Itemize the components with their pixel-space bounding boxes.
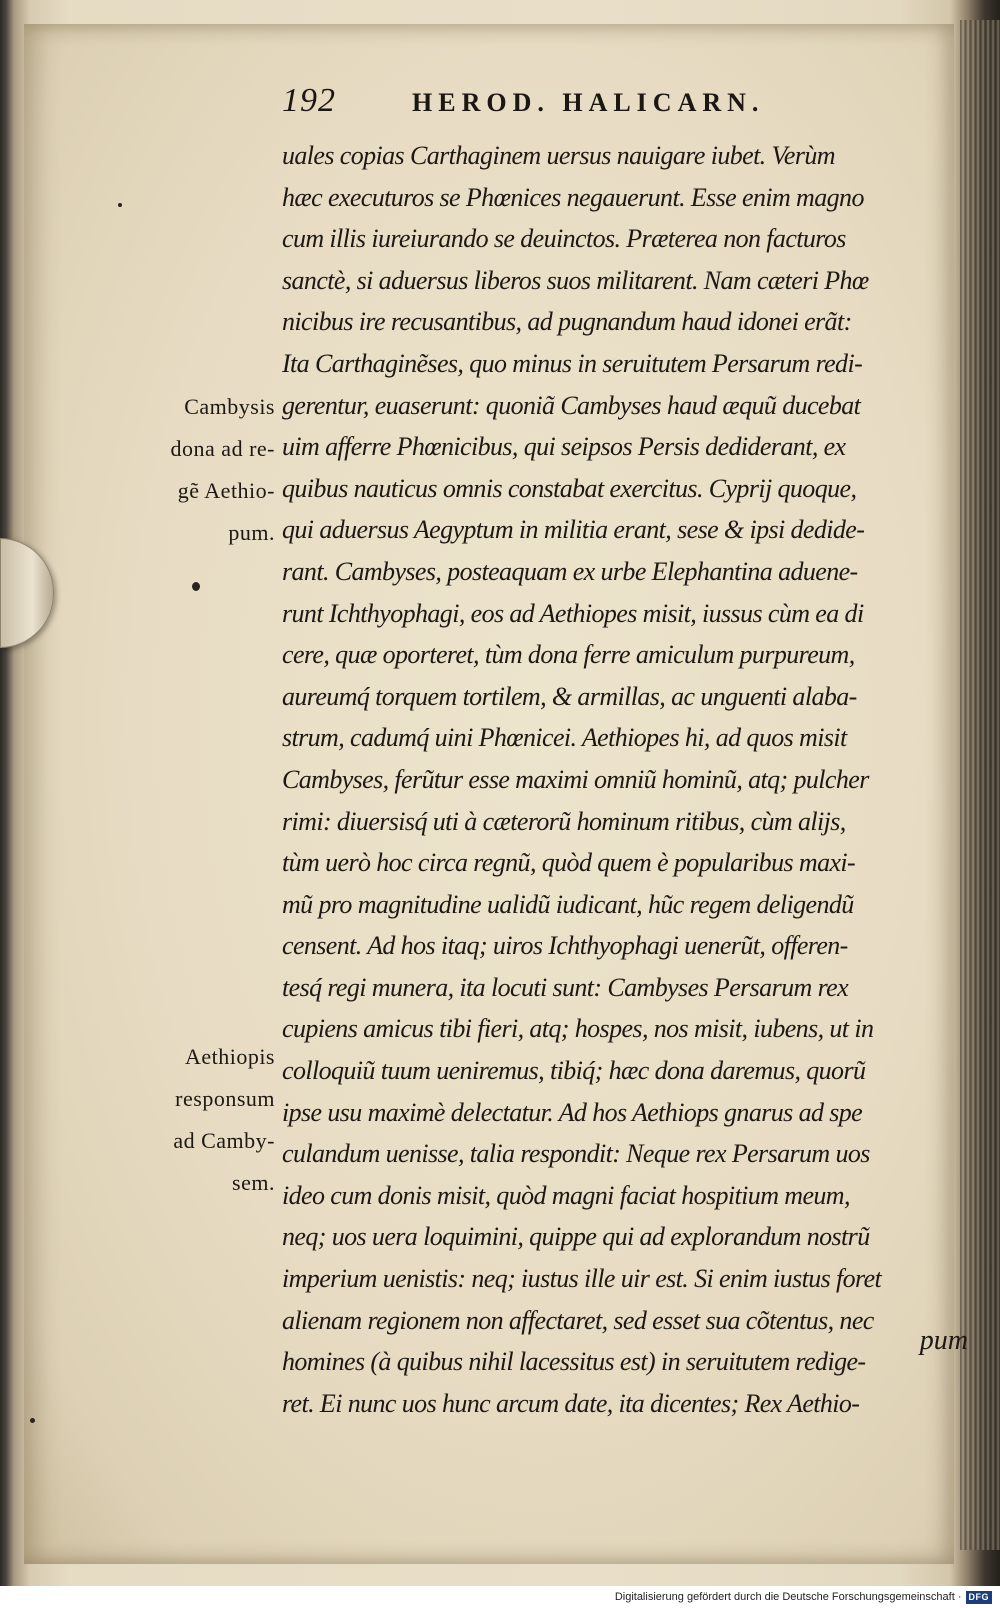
text-line: qui aduersus Aegyptum in militia erant, sese & ipsi dedide- — [282, 515, 865, 545]
ink-spot — [192, 582, 200, 591]
running-head — [282, 82, 802, 120]
ink-spot — [118, 203, 122, 207]
text-line: Cambyses, ferũtur esse maximi omniũ hominũ, atq; pulcher — [282, 764, 869, 794]
text-line: cere, quæ oporteret, tùm dona ferre amiculum purpureum, — [282, 640, 855, 670]
marginal-line: gẽ Aethio- — [177, 478, 275, 503]
marginal-line: dona ad re- — [170, 436, 275, 461]
running-title: HEROD. HALICARN. — [412, 88, 765, 117]
text-line: tùm uerò hoc circa regnũ, quòd quem è popularibus maxi- — [282, 848, 856, 878]
page-number: 192 — [282, 82, 336, 119]
text-line: neq; uos uera loquimini, quippe qui ad explorandum nostrũ — [282, 1222, 870, 1252]
dfg-logo-icon: DFG — [966, 1591, 993, 1604]
marginal-note-cambysis — [150, 386, 275, 554]
text-line: imperium uenistis: neq; iustus ille uir est. Si enim iustus foret — [282, 1264, 882, 1294]
text-line: ipse usu maximè delectatur. Ad hos Aethiops gnarus ad spe — [282, 1097, 863, 1127]
marginal-line: pum. — [228, 520, 275, 545]
text-line: uim afferre Phœnicibus, qui seipsos Persis dediderant, ex — [282, 432, 846, 462]
marginal-line: sem. — [232, 1170, 275, 1195]
text-line: censent. Ad hos itaq; uiros Ichthyophagi uenerũt, offeren- — [282, 931, 848, 961]
text-line: gerentur, euaserunt: quoniã Cambyses haud æquũ ducebat — [282, 390, 861, 420]
text-line: runt Ichthyophagi, eos ad Aethiopes misit, iussus cùm ea di — [282, 598, 864, 628]
text-line: rant. Cambyses, posteaquam ex urbe Elephantina aduene- — [282, 556, 858, 586]
text-line: colloquiũ tuum ueniremus, tibiq́; hæc dona daremus, quorũ — [282, 1056, 866, 1086]
text-line: ideo cum donis misit, quòd magni faciat hospitium meum, — [282, 1180, 850, 1210]
text-line: ret. Ei nunc uos hunc arcum date, ita dicentes; Rex Aethio- — [282, 1388, 860, 1418]
marginal-line: ad Camby- — [173, 1128, 275, 1153]
text-line: aureumq́ torquem tortilem, & armillas, ac unguenti alaba- — [282, 681, 857, 711]
text-line: culandum uenisse, talia respondit: Neque rex Persarum uos — [282, 1139, 870, 1169]
text-line: Ita Carthaginẽses, quo minus in seruitutem Persarum redi- — [282, 348, 863, 378]
text-line: uales copias Carthaginem uersus nauigare iubet. Verùm — [282, 141, 835, 170]
text-line: cum illis iureiurando se deuinctos. Præterea non facturos — [282, 224, 846, 254]
text-line: strum, cadumq́ uini Phœnicei. Aethiopes hi, ad quos misit — [282, 723, 847, 753]
text-line: homines (à quibus nihil lacessitus est) in seruitutem redige- — [282, 1347, 866, 1377]
text-line: mũ pro magnitudine ualidũ iudicant, hũc regem deligendũ — [282, 889, 854, 919]
marginal-line: responsum — [175, 1086, 275, 1111]
catchword: pum — [919, 1325, 968, 1356]
text-line: tesq́ regi munera, ita locuti sunt: Cambyses Persarum rex — [282, 972, 849, 1002]
text-line: quibus nauticus omnis constabat exercitus. Cyprij quoque, — [282, 473, 857, 503]
page-edges — [960, 20, 1000, 1550]
text-line: nicibus ire recusantibus, ad pugnandum haud idonei erãt: — [282, 307, 852, 337]
ink-spot — [30, 1418, 35, 1423]
body-text — [282, 135, 942, 1424]
text-line: sanctè, si aduersus liberos suos militarent. Nam cæteri Phœ — [282, 265, 869, 295]
marginal-line: Cambysis — [184, 394, 275, 419]
text-line: alienam regionem non affectaret, sed esset sua cõtentus, nec — [282, 1305, 874, 1335]
text-line: rimi: diuersisq́ uti à cæterorũ hominum ritibus, cùm alijs, — [282, 806, 846, 836]
text-line: hæc executuros se Phœnices negauerunt. Esse enim magno — [282, 182, 864, 212]
footer-credit — [0, 1586, 1000, 1608]
credit-text: Digitalisierung gefördert durch die Deutsche Forschungsgemeinschaft · — [614, 1591, 962, 1603]
text-line: cupiens amicus tibi fieri, atq; hospes, nos misit, iubens, ut in — [282, 1014, 874, 1044]
marginal-line: Aethiopis — [184, 1044, 275, 1069]
marginal-note-aethiopis — [150, 1036, 275, 1204]
